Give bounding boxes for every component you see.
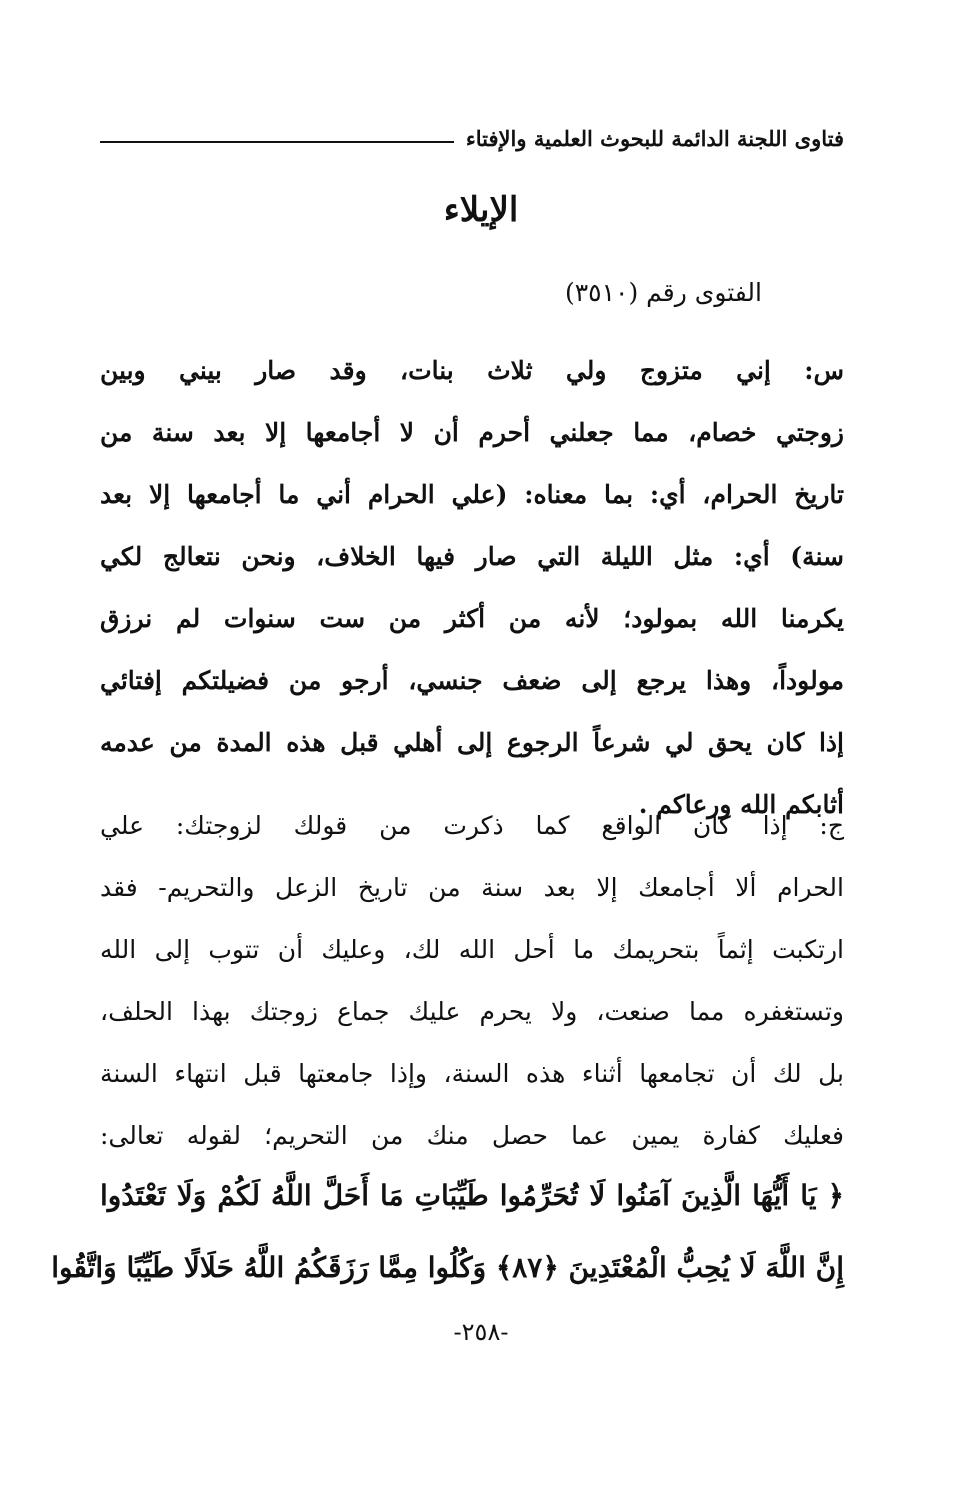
question-paragraph	[100, 340, 844, 836]
answer-line: فعليك كفارة يمين عما حصل منك من التحريم؛ لقوله تعالى:	[100, 1121, 844, 1150]
page-number: -٢٥٨-	[453, 1318, 509, 1346]
question-line: إذا كان يحق لي شرعاً الرجوع إلى أهلي قبل هذه المدة من عدمه	[100, 728, 844, 757]
answer-line: وتستغفره مما صنعت، ولا يحرم عليك جماع زوجتك بهذا الحلف،	[100, 997, 844, 1026]
header-rule	[100, 141, 454, 143]
answer-paragraph	[100, 795, 844, 1167]
answer-line: بل لك أن تجامعها أثناء هذه السنة، وإذا جامعتها قبل انتهاء السنة	[100, 1059, 844, 1088]
verse-line: ﴿ يَا أَيُّهَا الَّذِينَ آمَنُوا لَا تُحَرِّمُوا طَيِّبَاتِ مَا أَحَلَّ اللَّهُ لَكُمْ وَلَا تَعْتَدُوا	[100, 1179, 844, 1212]
question-line: س: إني متزوج ولي ثلاث بنات، وقد صار بيني وبين	[100, 356, 844, 385]
answer-line: ج: إذا كان الواقع كما ذكرت من قولك لزوجتك: علي	[100, 811, 844, 840]
answer-line: الحرام ألا أجامعك إلا بعد سنة من تاريخ الزعل والتحريم- فقد	[100, 873, 844, 902]
question-line: زوجتي خصام، مما جعلني أحرم أن لا أجامعها إلا بعد سنة من	[100, 418, 844, 447]
question-line: أثابكم الله ورعاكم .	[638, 790, 844, 819]
verse-line: إِنَّ اللَّهَ لَا يُحِبُّ الْمُعْتَدِينَ ﴿٨٧﴾ وَكُلُوا مِمَّا رَزَقَكُمُ اللَّهُ حَلَالًا طَيِّبًا وَاتَّقُوا	[51, 1251, 844, 1284]
section-title: الإيلاء	[443, 190, 519, 230]
running-header	[100, 118, 844, 158]
question-line: مولوداً، وهذا يرجع إلى ضعف جنسي، أرجو من فضيلتكم إفتائي	[100, 666, 844, 695]
quran-verse	[51, 1160, 844, 1304]
running-title: فتاوى اللجنة الدائمة للبحوث العلمية والإفتاء	[465, 125, 844, 151]
question-line: يكرمنا الله بمولود؛ لأنه من أكثر من ست سنوات لم نرزق	[100, 604, 844, 633]
answer-line: ارتكبت إثماً بتحريمك ما أحل الله لك، وعليك أن تتوب إلى الله	[100, 935, 844, 964]
question-line: سنة) أي: مثل الليلة التي صار فيها الخلاف، ونحن نتعالج لكي	[100, 542, 844, 571]
fatwa-number: الفتوى رقم (٣٥١٠)	[564, 278, 762, 307]
question-line: تاريخ الحرام، أي: بما معناه: (علي الحرام أني ما أجامعها إلا بعد	[100, 480, 844, 509]
